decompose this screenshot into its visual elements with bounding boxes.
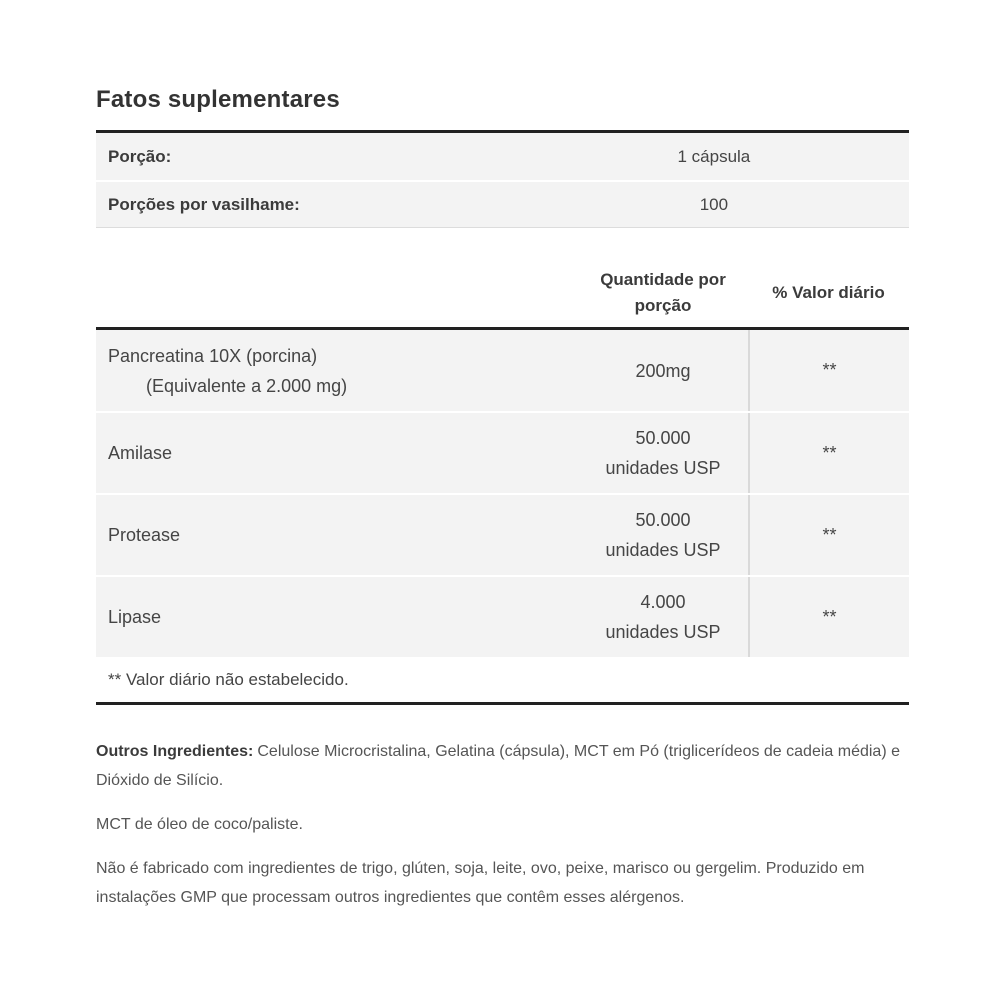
- nutrient-row-lipase: [96, 575, 909, 657]
- serving-info-table: [96, 130, 909, 228]
- nutrient-daily-value: **: [748, 577, 909, 657]
- nutrient-amount-unit: unidades USP: [605, 458, 721, 478]
- nutrient-amount-cell: [578, 577, 748, 657]
- nutrient-name: Amilase: [108, 443, 173, 463]
- other-ingredients-label: Outros Ingredientes:: [96, 743, 254, 760]
- nutrient-daily-value: **: [748, 495, 909, 575]
- daily-value-column-header: % Valor diário: [772, 282, 885, 302]
- nutrient-table: [96, 330, 909, 705]
- other-ingredients-paragraph: [96, 737, 909, 795]
- servings-per-container-value: 100: [699, 194, 729, 214]
- nutrient-table-header: [96, 266, 909, 330]
- nutrient-name: Protease: [108, 525, 181, 545]
- nutrient-amount: 200mg: [635, 360, 691, 381]
- nutrient-name: Pancreatina 10X (porcina): [108, 345, 318, 366]
- allergen-paragraph: Não é fabricado com ingredientes de trigo, glúten, soja, leite, ovo, peixe, marisco ou gergelim. Produzido em instalações GMP que processam outros ingredientes que contêm esses alérgenos.: [96, 860, 865, 906]
- nutrient-amount: 50.000: [635, 428, 691, 448]
- nutrient-amount: 4.000: [640, 592, 686, 612]
- nutrient-amount-unit: unidades USP: [605, 622, 721, 642]
- nutrient-row-protease: [96, 493, 909, 575]
- supplement-facts-panel: [96, 86, 909, 912]
- nutrient-amount-cell: [578, 413, 748, 493]
- serving-size-row: [96, 133, 909, 180]
- servings-per-container-label: Porções por vasilhame:: [108, 194, 300, 214]
- nutrient-amount: 50.000: [635, 510, 691, 530]
- nutrient-amount-unit: unidades USP: [605, 540, 721, 560]
- nutrient-daily-value: **: [748, 330, 909, 411]
- nutrient-name-cell: [96, 330, 578, 411]
- serving-size-value: 1 cápsula: [677, 146, 751, 166]
- amount-column-header: Quantidade por porção: [600, 269, 726, 315]
- nutrient-name-cell: [96, 495, 578, 575]
- nutrient-daily-value: **: [748, 413, 909, 493]
- nutrient-amount-cell: [578, 330, 748, 411]
- nutrient-name-cell: [96, 413, 578, 493]
- mct-source-paragraph: MCT de óleo de coco/paliste.: [96, 816, 303, 833]
- nutrient-row-amilase: [96, 411, 909, 493]
- footnote-row: [96, 657, 909, 702]
- nutrient-row-pancreatina: [96, 330, 909, 411]
- other-ingredients-text: Celulose Microcristalina, Gelatina (cápsula), MCT em Pó (triglicerídeos de cadeia média) e Dióxido de Silício.: [96, 743, 900, 789]
- nutrient-name-cell: [96, 577, 578, 657]
- section-title: Fatos suplementares: [96, 86, 340, 113]
- serving-size-label: Porção:: [108, 146, 172, 166]
- daily-value-footnote: ** Valor diário não estabelecido.: [108, 669, 349, 689]
- nutrient-amount-cell: [578, 495, 748, 575]
- servings-per-container-row: [96, 180, 909, 227]
- nutrient-equivalent-note: (Equivalente a 2.000 mg): [146, 375, 348, 396]
- nutrient-name: Lipase: [108, 607, 162, 627]
